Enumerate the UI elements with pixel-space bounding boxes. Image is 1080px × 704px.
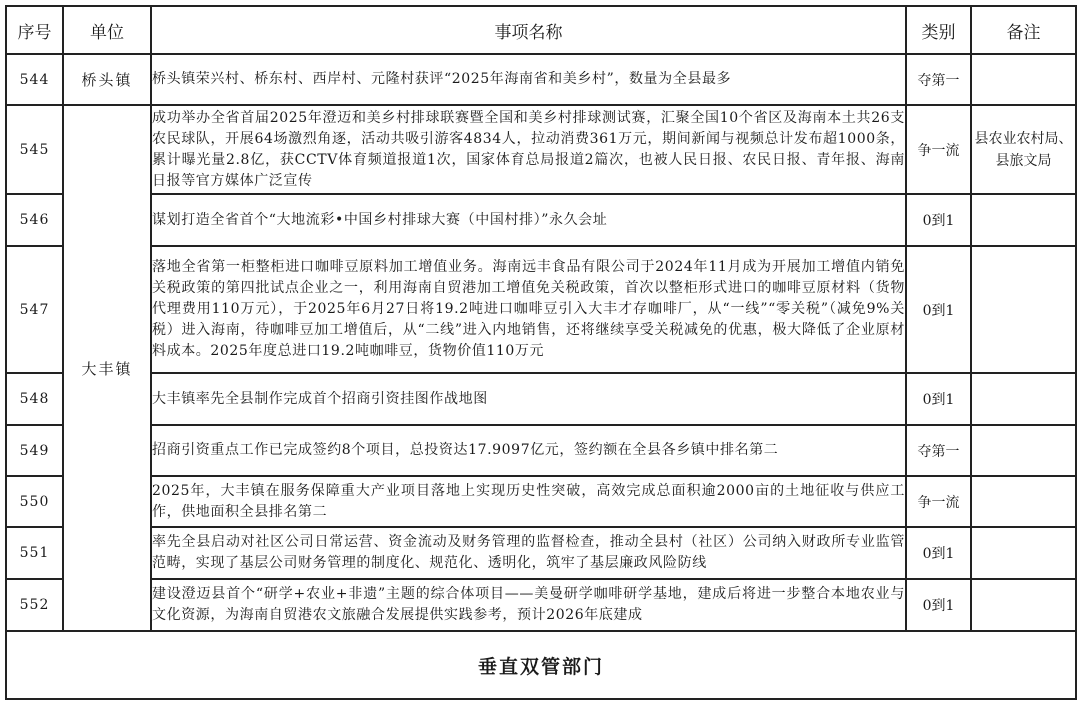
row-category: 争一流 xyxy=(906,105,971,194)
row-no: 545 xyxy=(6,105,63,194)
table-row xyxy=(6,54,1076,105)
table-header-row xyxy=(6,6,1076,54)
row-desc: 率先全县启动对社区公司日常运营、资金流动及财务管理的监督检查，推动全县村（社区）公司纳入财政所专业监管范畴，实现了基层公司财务管理的制度化、规范化、透明化，筑牢了基层廉政风险防线 xyxy=(151,527,906,579)
row-note xyxy=(971,194,1076,246)
row-category: 0到1 xyxy=(906,373,971,425)
section-header-row xyxy=(6,631,1076,699)
row-category: 争一流 xyxy=(906,476,971,527)
section-title: 垂直双管部门 xyxy=(6,631,1076,699)
table-row xyxy=(6,105,1076,194)
table-row xyxy=(6,194,1076,246)
header-unit: 单位 xyxy=(63,6,151,54)
header-category: 类别 xyxy=(906,6,971,54)
table-row xyxy=(6,373,1076,425)
achievements-table xyxy=(5,5,1077,700)
row-desc: 招商引资重点工作已完成签约8个项目，总投资达17.9097亿元，签约额在全县各乡镇中排名第二 xyxy=(151,425,906,476)
table-row xyxy=(6,527,1076,579)
row-no: 548 xyxy=(6,373,63,425)
row-category: 0到1 xyxy=(906,527,971,579)
row-category: 0到1 xyxy=(906,246,971,373)
row-no: 552 xyxy=(6,579,63,631)
row-unit: 桥头镇 xyxy=(63,54,151,105)
table-row xyxy=(6,425,1076,476)
row-unit-merged: 大丰镇 xyxy=(63,105,151,631)
header-no: 序号 xyxy=(6,6,63,54)
table-row xyxy=(6,579,1076,631)
row-no: 546 xyxy=(6,194,63,246)
row-note xyxy=(971,476,1076,527)
row-no: 547 xyxy=(6,246,63,373)
row-desc: 成功举办全省首届2025年澄迈和美乡村排球联赛暨全国和美乡村排球测试赛，汇聚全国10个省区及海南本土共26支农民球队，开展64场激烈角逐，活动共吸引游客4834人，拉动消费361万元，期间新闻与视频总计发布超1000条，累计曝光量2.8亿，获CCTV体育频道报道1次，国家体育总局报道2篇次，也被人民日报、农民日报、青年报、海南日报等官方媒体广泛宣传 xyxy=(151,105,906,194)
table-row xyxy=(6,246,1076,373)
header-note: 备注 xyxy=(971,6,1076,54)
row-no: 551 xyxy=(6,527,63,579)
row-note xyxy=(971,246,1076,373)
row-no: 549 xyxy=(6,425,63,476)
row-note xyxy=(971,373,1076,425)
row-category: 夺第一 xyxy=(906,54,971,105)
header-item-name: 事项名称 xyxy=(151,6,906,54)
row-desc: 桥头镇荣兴村、桥东村、西岸村、元隆村获评“2025年海南省和美乡村”，数量为全县最多 xyxy=(151,54,906,105)
row-note xyxy=(971,54,1076,105)
row-no: 550 xyxy=(6,476,63,527)
row-category: 0到1 xyxy=(906,194,971,246)
row-note xyxy=(971,425,1076,476)
row-note xyxy=(971,527,1076,579)
row-desc: 大丰镇率先全县制作完成首个招商引资挂图作战地图 xyxy=(151,373,906,425)
row-no: 544 xyxy=(6,54,63,105)
table-row xyxy=(6,476,1076,527)
row-note xyxy=(971,579,1076,631)
row-desc: 建设澄迈县首个“研学+农业+非遗”主题的综合体项目——美曼研学咖啡研学基地，建成后将进一步整合本地农业与文化资源，为海南自贸港农文旅融合发展提供实践参考，预计2026年底建成 xyxy=(151,579,906,631)
row-desc: 谋划打造全省首个“大地流彩•中国乡村排球大赛（中国村排）”永久会址 xyxy=(151,194,906,246)
row-desc: 2025年，大丰镇在服务保障重大产业项目落地上实现历史性突破，高效完成总面积逾2000亩的土地征收与供应工作，供地面积全县排名第二 xyxy=(151,476,906,527)
row-category: 夺第一 xyxy=(906,425,971,476)
row-category: 0到1 xyxy=(906,579,971,631)
row-desc: 落地全省第一柜整柜进口咖啡豆原料加工增值业务。海南远丰食品有限公司于2024年11月成为开展加工增值内销免关税政策的第四批试点企业之一，利用海南自贸港加工增值免关税政策，首次以整柜形式进口的咖啡豆原材料（货物代理费用110万元），于2025年6月27日将19.2吨进口咖啡豆引入大丰才存咖啡厂，从“一线”“零关税”（减免9%关税）进入海南，待咖啡豆加工增值后，从“二线”进入内地销售，还将继续享受关税减免的优惠，极大降低了企业原材料成本。2025年度总进口19.2吨咖啡豆，货物价值110万元 xyxy=(151,246,906,373)
row-note: 县农业农村局、县旅文局 xyxy=(971,105,1076,194)
